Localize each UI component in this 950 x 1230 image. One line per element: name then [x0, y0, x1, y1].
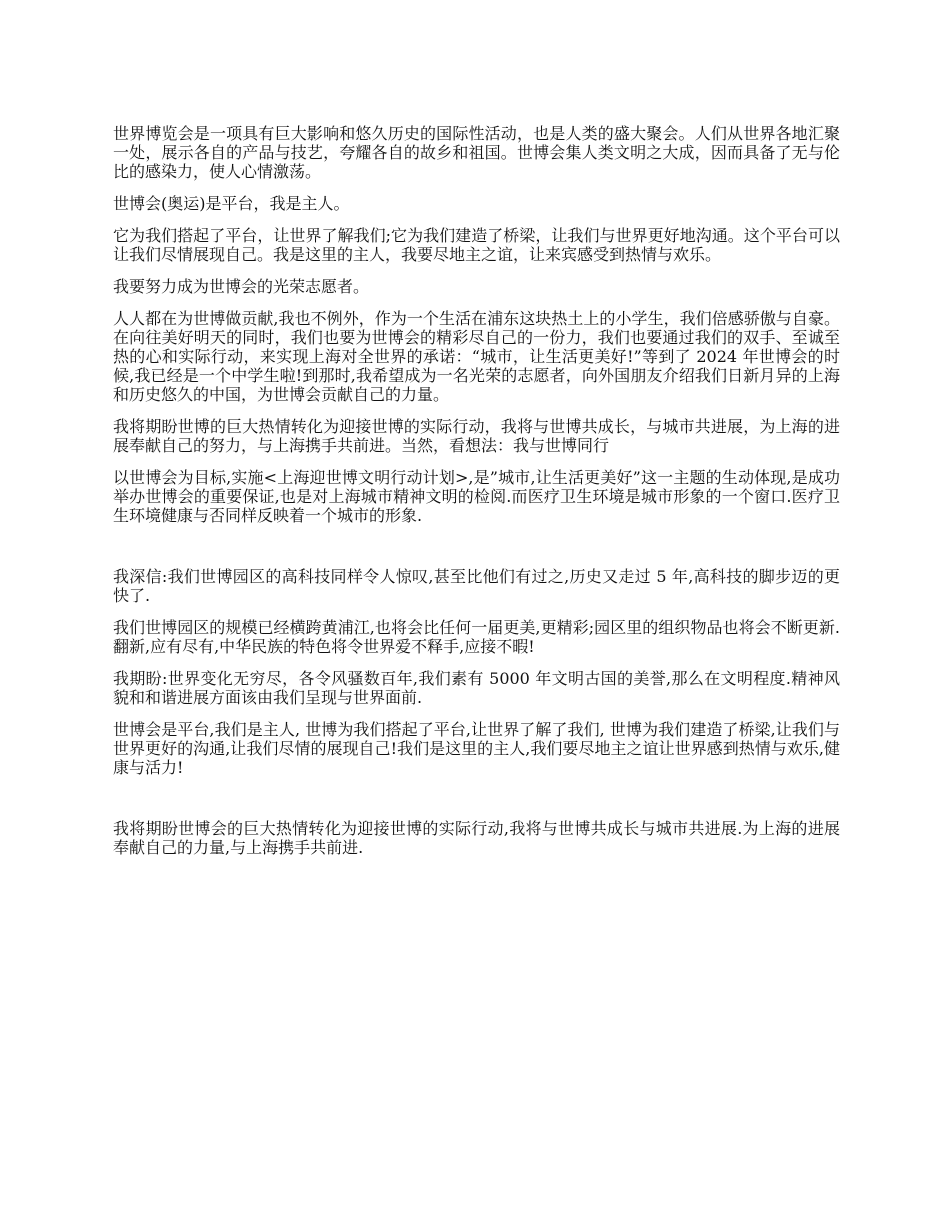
paragraph-hosts: 世博会是平台,我们是主人, 世博为我们搭起了平台,让世界了解了我们, 世博为我们建造了桥梁,让我们与世界更好的沟通,让我们尽情的展现自己!我们是这里的主人,我们要尽地主之谊让世界感到热情与欢乐,健康与活力!	[113, 720, 840, 777]
paragraph-bridge: 它为我们搭起了平台，让世界了解我们;它为我们建造了桥梁，让我们与世界更好地沟通。这个平台可以让我们尽情展现自己。我是这里的主人，我要尽地主之谊，让来宾感受到热情与欢乐。	[113, 226, 840, 264]
paragraph-civilization-plan: 以世博会为目标,实施<上海迎世博文明行动计划>,是”城市,让生活更美好”这一主题的生动体现,是成功举办世博会的重要保证,也是对上海城市精神文明的检阅.而医疗卫生环境是城市形象的一个窗口.医疗卫生环境健康与否同样反映着一个城市的形象.	[113, 468, 840, 525]
paragraph-contribution: 人人都在为世博做贡献,我也不例外，作为一个生活在浦东这块热土上的小学生，我们倍感骄傲与自豪。在向往美好明天的同时，我们也要为世博会的精彩尽自己的一份力，我们也要通过我们的双手、至诚至热的心和实际行动，来实现上海对全世界的承诺：“城市，让生活更美好!”等到了 2024 年世博会的时候,我已经是一个中学生啦!到那时,我希望成为一名光荣的志愿者，向外国朋友介绍我们日新月异的上海和历史悠久的中国，为世博会贡献自己的力量。	[113, 309, 840, 404]
paragraph-expectation: 我期盼:世界变化无穷尽，各令风骚数百年,我们素有 5000 年文明古国的美誉,那么在文明程度.精神风貌和和谐进展方面该由我们呈现与世界面前.	[113, 669, 840, 707]
paragraph-platform: 世博会(奥运)是平台，我是主人。	[113, 194, 350, 213]
document-page	[113, 124, 840, 870]
paragraph-action: 我将期盼世博的巨大热情转化为迎接世博的实际行动，我将与世博共成长，与城市共进展，为上海的进展奉献自己的努力，与上海携手共前进。当然，看想法：我与世博同行	[113, 417, 840, 455]
paragraph-volunteer-goal: 我要努力成为世博会的光荣志愿者。	[113, 277, 370, 296]
paragraph-high-tech: 我深信:我们世博园区的高科技同样令人惊叹,甚至比他们有过之,历史又走过 5 年,高科技的脚步迈的更快了.	[113, 567, 840, 605]
paragraph-conclusion: 我将期盼世博会的巨大热情转化为迎接世博的实际行动,我将与世博共成长与城市共进展.为上海的进展奉献自己的力量,与上海携手共前进.	[113, 819, 840, 857]
paragraph-intro: 世界博览会是一项具有巨大影响和悠久历史的国际性活动，也是人类的盛大聚会。人们从世界各地汇聚一处，展示各自的产品与技艺，夸耀各自的故乡和祖国。世博会集人类文明之大成，因而具备了无与伦比的感染力，使人心情激荡。	[113, 124, 840, 181]
paragraph-park-scale: 我们世博园区的规模已经横跨黄浦江,也将会比任何一届更美,更精彩;园区里的组织物品也将会不断更新.翻新,应有尽有,中华民族的特色将令世界爱不释手,应接不暇!	[113, 618, 840, 656]
